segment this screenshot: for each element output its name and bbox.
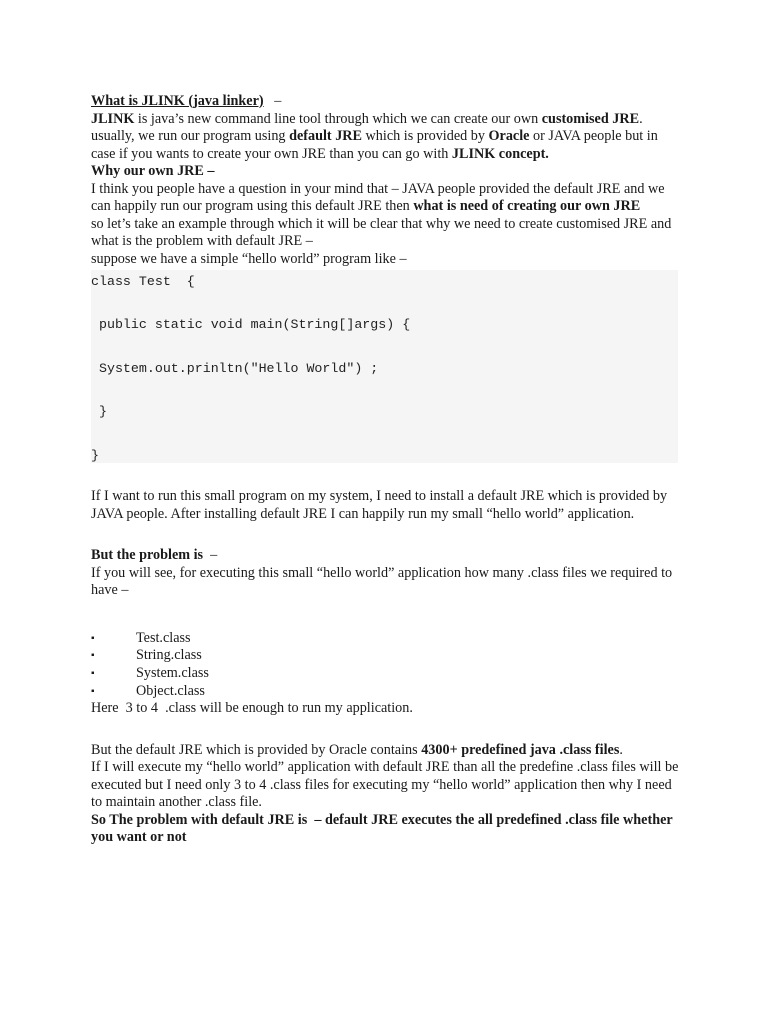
why-text: I think you people have a question in your mind that – JAVA people provided the default JRE and we can happily run our program using this default JRE then bbox=[91, 180, 665, 214]
intro-paragraph-2 bbox=[91, 128, 681, 163]
problem-paragraph: If you will see, for executing this small “hello world” application how many .class files we required to have – bbox=[91, 564, 673, 598]
class-file-name: Test.class bbox=[136, 629, 191, 646]
default-jre-term: default JRE bbox=[289, 128, 362, 144]
default-jre-paragraph-2: If I will execute my “hello world” application with default JRE than all the predefine .class files will be executed but I need only 3 to 4 .class files for executing my “hello world” application then why I need to maintain another .class file. bbox=[91, 759, 679, 811]
default-jre-period: . bbox=[619, 741, 623, 758]
list-item bbox=[91, 630, 681, 648]
problem-heading-dash: – bbox=[203, 547, 218, 563]
problem-heading: But the problem is bbox=[91, 547, 204, 563]
intro-period: . bbox=[639, 110, 643, 127]
conclusion-text: So The problem with default JRE is – default JRE executes the all predefined .class file whether you want or not bbox=[91, 811, 676, 846]
enough-paragraph: Here 3 to 4 .class will be enough to run my application. bbox=[91, 700, 413, 717]
list-item bbox=[91, 683, 681, 701]
jlink-heading-line bbox=[91, 93, 681, 111]
jlink-heading: What is JLINK (java linker) bbox=[91, 93, 264, 109]
intro-text: which is provided by bbox=[362, 128, 489, 144]
default-jre-text: But the default JRE which is provided by Oracle contains bbox=[91, 741, 422, 758]
bullet-icon: ▪ bbox=[91, 650, 95, 662]
customised-jre-term: customised JRE bbox=[541, 110, 640, 127]
class-file-name: String.class bbox=[136, 647, 202, 664]
intro-paragraph-1 bbox=[91, 111, 681, 129]
intro-text: is java’s new command line tool through which we can create our own bbox=[134, 110, 542, 127]
code-line: } bbox=[91, 448, 99, 463]
class-file-list bbox=[91, 630, 681, 701]
why-paragraph-3: suppose we have a simple “hello world” program like – bbox=[91, 250, 407, 267]
bullet-icon: ▪ bbox=[91, 685, 95, 697]
why-paragraph-1 bbox=[91, 181, 681, 216]
document-page bbox=[91, 93, 681, 847]
conclusion-paragraph bbox=[91, 812, 681, 847]
run-paragraph: If I want to run this small program on my system, I need to install a default JRE which is provided by JAVA people. After installing default JRE I can happily run my small “hello world” application. bbox=[91, 488, 668, 522]
default-jre-paragraph-1 bbox=[91, 742, 681, 760]
intro-text: or JAVA people but in case if you wants to create your own JRE than you can go with bbox=[91, 128, 658, 162]
problem-heading-line bbox=[91, 547, 681, 565]
code-line: public static void main(String[]args) { bbox=[91, 317, 411, 332]
jlink-heading-dash: – bbox=[274, 93, 282, 109]
jlink-concept-term: JLINK concept. bbox=[451, 145, 549, 162]
bullet-icon: ▪ bbox=[91, 667, 95, 679]
code-block bbox=[91, 270, 678, 463]
intro-text: usually, we run our program using bbox=[91, 128, 290, 144]
need-own-jre-term: what is need of creating our own JRE bbox=[413, 198, 641, 214]
class-file-name: Object.class bbox=[136, 682, 205, 699]
class-file-name: System.class bbox=[136, 664, 209, 681]
list-item bbox=[91, 665, 681, 683]
oracle-term: Oracle bbox=[488, 128, 530, 144]
why-heading-text: Why our own JRE – bbox=[91, 163, 215, 179]
code-line: class Test { bbox=[91, 274, 195, 289]
list-item bbox=[91, 647, 681, 665]
why-own-jre-heading bbox=[91, 163, 681, 181]
jlink-term: JLINK bbox=[91, 110, 135, 127]
class-count-term: 4300+ predefined java .class files bbox=[421, 741, 620, 758]
bullet-icon: ▪ bbox=[91, 632, 95, 644]
code-line: System.out.prinltn("Hello World") ; bbox=[91, 361, 379, 376]
code-line: } bbox=[91, 404, 107, 419]
why-paragraph-2: so let’s take an example through which it will be clear that why we need to create customised JRE and what is the problem with default JRE – bbox=[91, 215, 672, 249]
